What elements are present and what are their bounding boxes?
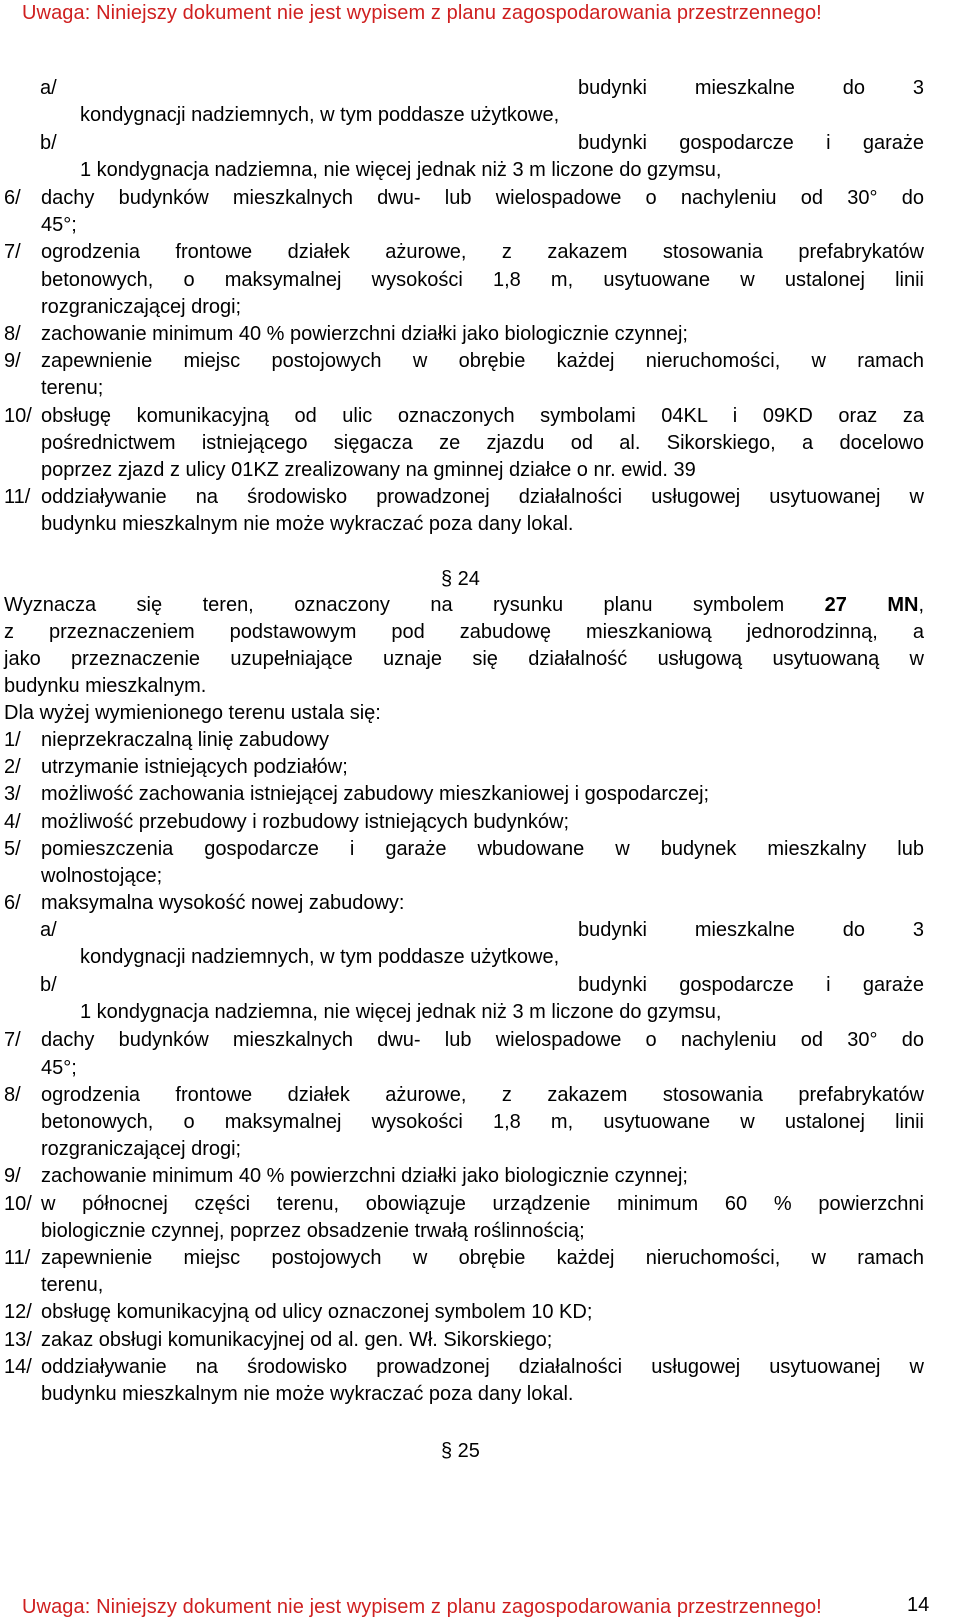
list-item-text: nieprzekraczalną linię zabudowy	[41, 729, 329, 751]
sub-item-head: budynki mieszkalne do 3	[578, 919, 924, 942]
sub-item-head: budynki mieszkalne do 3	[578, 77, 924, 99]
paragraph-text: budynku mieszkalnym.	[4, 675, 207, 697]
list-item-text: oddziaływanie na środowisko prowadzonej działalności usługowej usytuowanej w	[41, 1355, 924, 1378]
sub-item-label: b/	[40, 974, 57, 997]
list-item-number: 4/	[4, 810, 21, 833]
list-item-text: biologicznie czynnej, poprzez obsadzenie trwałą roślinnością;	[41, 1219, 585, 1242]
watermark-bottom: Uwaga: Niniejszy dokument nie jest wypisem z planu zagospodarowania przestrzennego!	[22, 1596, 822, 1618]
list-item-text: obsługę komunikacyjną od ulic oznaczonych symbolami 04KL i 09KD oraz za	[41, 404, 924, 427]
list-item-number: 11/	[4, 1247, 31, 1269]
page-number: 14	[907, 1594, 930, 1616]
sub-item-head: budynki gospodarcze i garaże	[578, 974, 924, 997]
list-item-text: budynku mieszkalnym nie może wykraczać poza dany lokal.	[41, 1383, 574, 1405]
list-item-number: 7/	[4, 1029, 21, 1052]
section-heading: § 24	[441, 568, 480, 590]
list-item-text: wolnostojące;	[41, 865, 163, 887]
list-item-text: ogrodzenia frontowe działek ażurowe, z zakazem stosowania prefabrykatów	[41, 1083, 924, 1106]
list-item-number: 8/	[4, 1083, 21, 1106]
list-item-text: maksymalna wysokość nowej zabudowy:	[41, 892, 405, 915]
list-item-text: zakaz obsługi komunikacyjnej od al. gen. Wł. Sikorskiego;	[41, 1328, 553, 1351]
section-heading: § 25	[441, 1440, 480, 1462]
list-item-text: betonowych, o maksymalnej wysokości 1,8 m, usytuowane w ustalonej linii	[41, 268, 924, 291]
list-item-text: rozgraniczającej drogi;	[41, 295, 242, 318]
sub-item-text: 1 kondygnacja nadziemna, nie więcej jednak niż 3 m liczone do gzymsu,	[80, 1001, 722, 1024]
list-item-text: dachy budynków mieszkalnych dwu- lub wielospadowe o nachyleniu od 30° do	[41, 187, 924, 209]
list-item-text: zapewnienie miejsc postojowych w obrębie każdej nieruchomości, w ramach	[41, 350, 924, 373]
paragraph-text: z przeznaczeniem podstawowym pod zabudowę mieszkaniową jednorodzinną, a	[4, 621, 924, 643]
list-item-text: w północnej części terenu, obowiązuje urządzenie minimum 60 % powierzchni	[41, 1192, 924, 1215]
paragraph-intro-punct: ,	[918, 594, 925, 616]
watermark-top: Uwaga: Niniejszy dokument nie jest wypisem z planu zagospodarowania przestrzennego!	[22, 2, 822, 24]
list-item-text: ogrodzenia frontowe działek ażurowe, z zakazem stosowania prefabrykatów	[41, 241, 924, 264]
list-item-text: możliwość zachowania istniejącej zabudowy mieszkaniowej i gospodarczej;	[41, 783, 710, 806]
sub-item-text: 1 kondygnacja nadziemna, nie więcej jednak niż 3 m liczone do gzymsu,	[80, 159, 722, 181]
list-item-number: 9/	[4, 350, 21, 373]
list-item-text: budynku mieszkalnym nie może wykraczać poza dany lokal.	[41, 513, 574, 536]
list-item-number: 10/	[4, 404, 32, 427]
sub-item-label: a/	[40, 77, 57, 99]
list-item-number: 3/	[4, 783, 21, 806]
list-item-number: 1/	[4, 729, 21, 751]
list-item-text: poprzez zjazd z ulicy 01KZ zrealizowany na gminnej działce o nr. ewid. 39	[41, 459, 696, 481]
list-item-text: oddziaływanie na środowisko prowadzonej działalności usługowej usytuowanej w	[41, 486, 924, 509]
list-item-text: możliwość przebudowy i rozbudowy istniejących budynków;	[41, 810, 570, 833]
list-item-text: terenu;	[41, 377, 104, 400]
list-item-text: 45°;	[41, 1056, 77, 1079]
list-item-number: 14/	[4, 1355, 32, 1378]
sub-item-head: budynki gospodarcze i garaże	[578, 132, 924, 154]
list-item-text: zachowanie minimum 40 % powierzchni działki jako biologicznie czynnej;	[41, 323, 688, 345]
list-item-text: pomieszczenia gospodarcze i garaże wbudowane w budynek mieszkalny lub	[41, 837, 924, 860]
list-item-text: dachy budynków mieszkalnych dwu- lub wielospadowe o nachyleniu od 30° do	[41, 1029, 924, 1052]
list-item-text: betonowych, o maksymalnej wysokości 1,8 m, usytuowane w ustalonej linii	[41, 1111, 924, 1133]
list-item-number: 11/	[4, 486, 31, 509]
sub-item-text: kondygnacji nadziemnych, w tym poddasze użytkowe,	[80, 104, 560, 126]
sub-item-label: a/	[40, 919, 57, 942]
paragraph-intro-text: Wyznacza się teren, oznaczony na rysunku planu symbolem	[4, 594, 825, 616]
list-item-number: 13/	[4, 1328, 32, 1351]
list-item-text: 45°;	[41, 214, 77, 237]
paragraph-text: jako przeznaczenie uzupełniające uznaje się działalność usługową usytuowaną w	[4, 648, 924, 670]
list-item-text: zachowanie minimum 40 % powierzchni działki jako biologicznie czynnej;	[41, 1165, 688, 1188]
list-item-number: 6/	[4, 187, 21, 209]
list-item-text: obsługę komunikacyjną od ulicy oznaczonej symbolem 10 KD;	[41, 1301, 593, 1324]
paragraph-text: Dla wyżej wymienionego terenu ustala się:	[4, 702, 381, 724]
area-symbol: 27 MN	[824, 594, 919, 616]
list-item-number: 12/	[4, 1301, 32, 1324]
sub-item-text: kondygnacji nadziemnych, w tym poddasze użytkowe,	[80, 946, 560, 969]
sub-item-label: b/	[40, 132, 57, 154]
list-item-number: 8/	[4, 323, 21, 345]
list-item-number: 9/	[4, 1165, 21, 1188]
list-item-number: 5/	[4, 837, 21, 860]
list-item-text: zapewnienie miejsc postojowych w obrębie każdej nieruchomości, w ramach	[41, 1247, 924, 1269]
list-item-number: 6/	[4, 892, 21, 915]
list-item-number: 7/	[4, 241, 21, 264]
list-item-number: 2/	[4, 756, 21, 779]
list-item-text: pośrednictwem istniejącego sięgacza ze zjazdu od al. Sikorskiego, a docelowo	[41, 431, 924, 454]
paragraph-intro	[4, 591, 924, 619]
list-item-text: utrzymanie istniejących podziałów;	[41, 756, 348, 779]
list-item-number: 10/	[4, 1192, 32, 1215]
list-item-text: rozgraniczającej drogi;	[41, 1138, 242, 1161]
list-item-text: terenu,	[41, 1274, 104, 1297]
